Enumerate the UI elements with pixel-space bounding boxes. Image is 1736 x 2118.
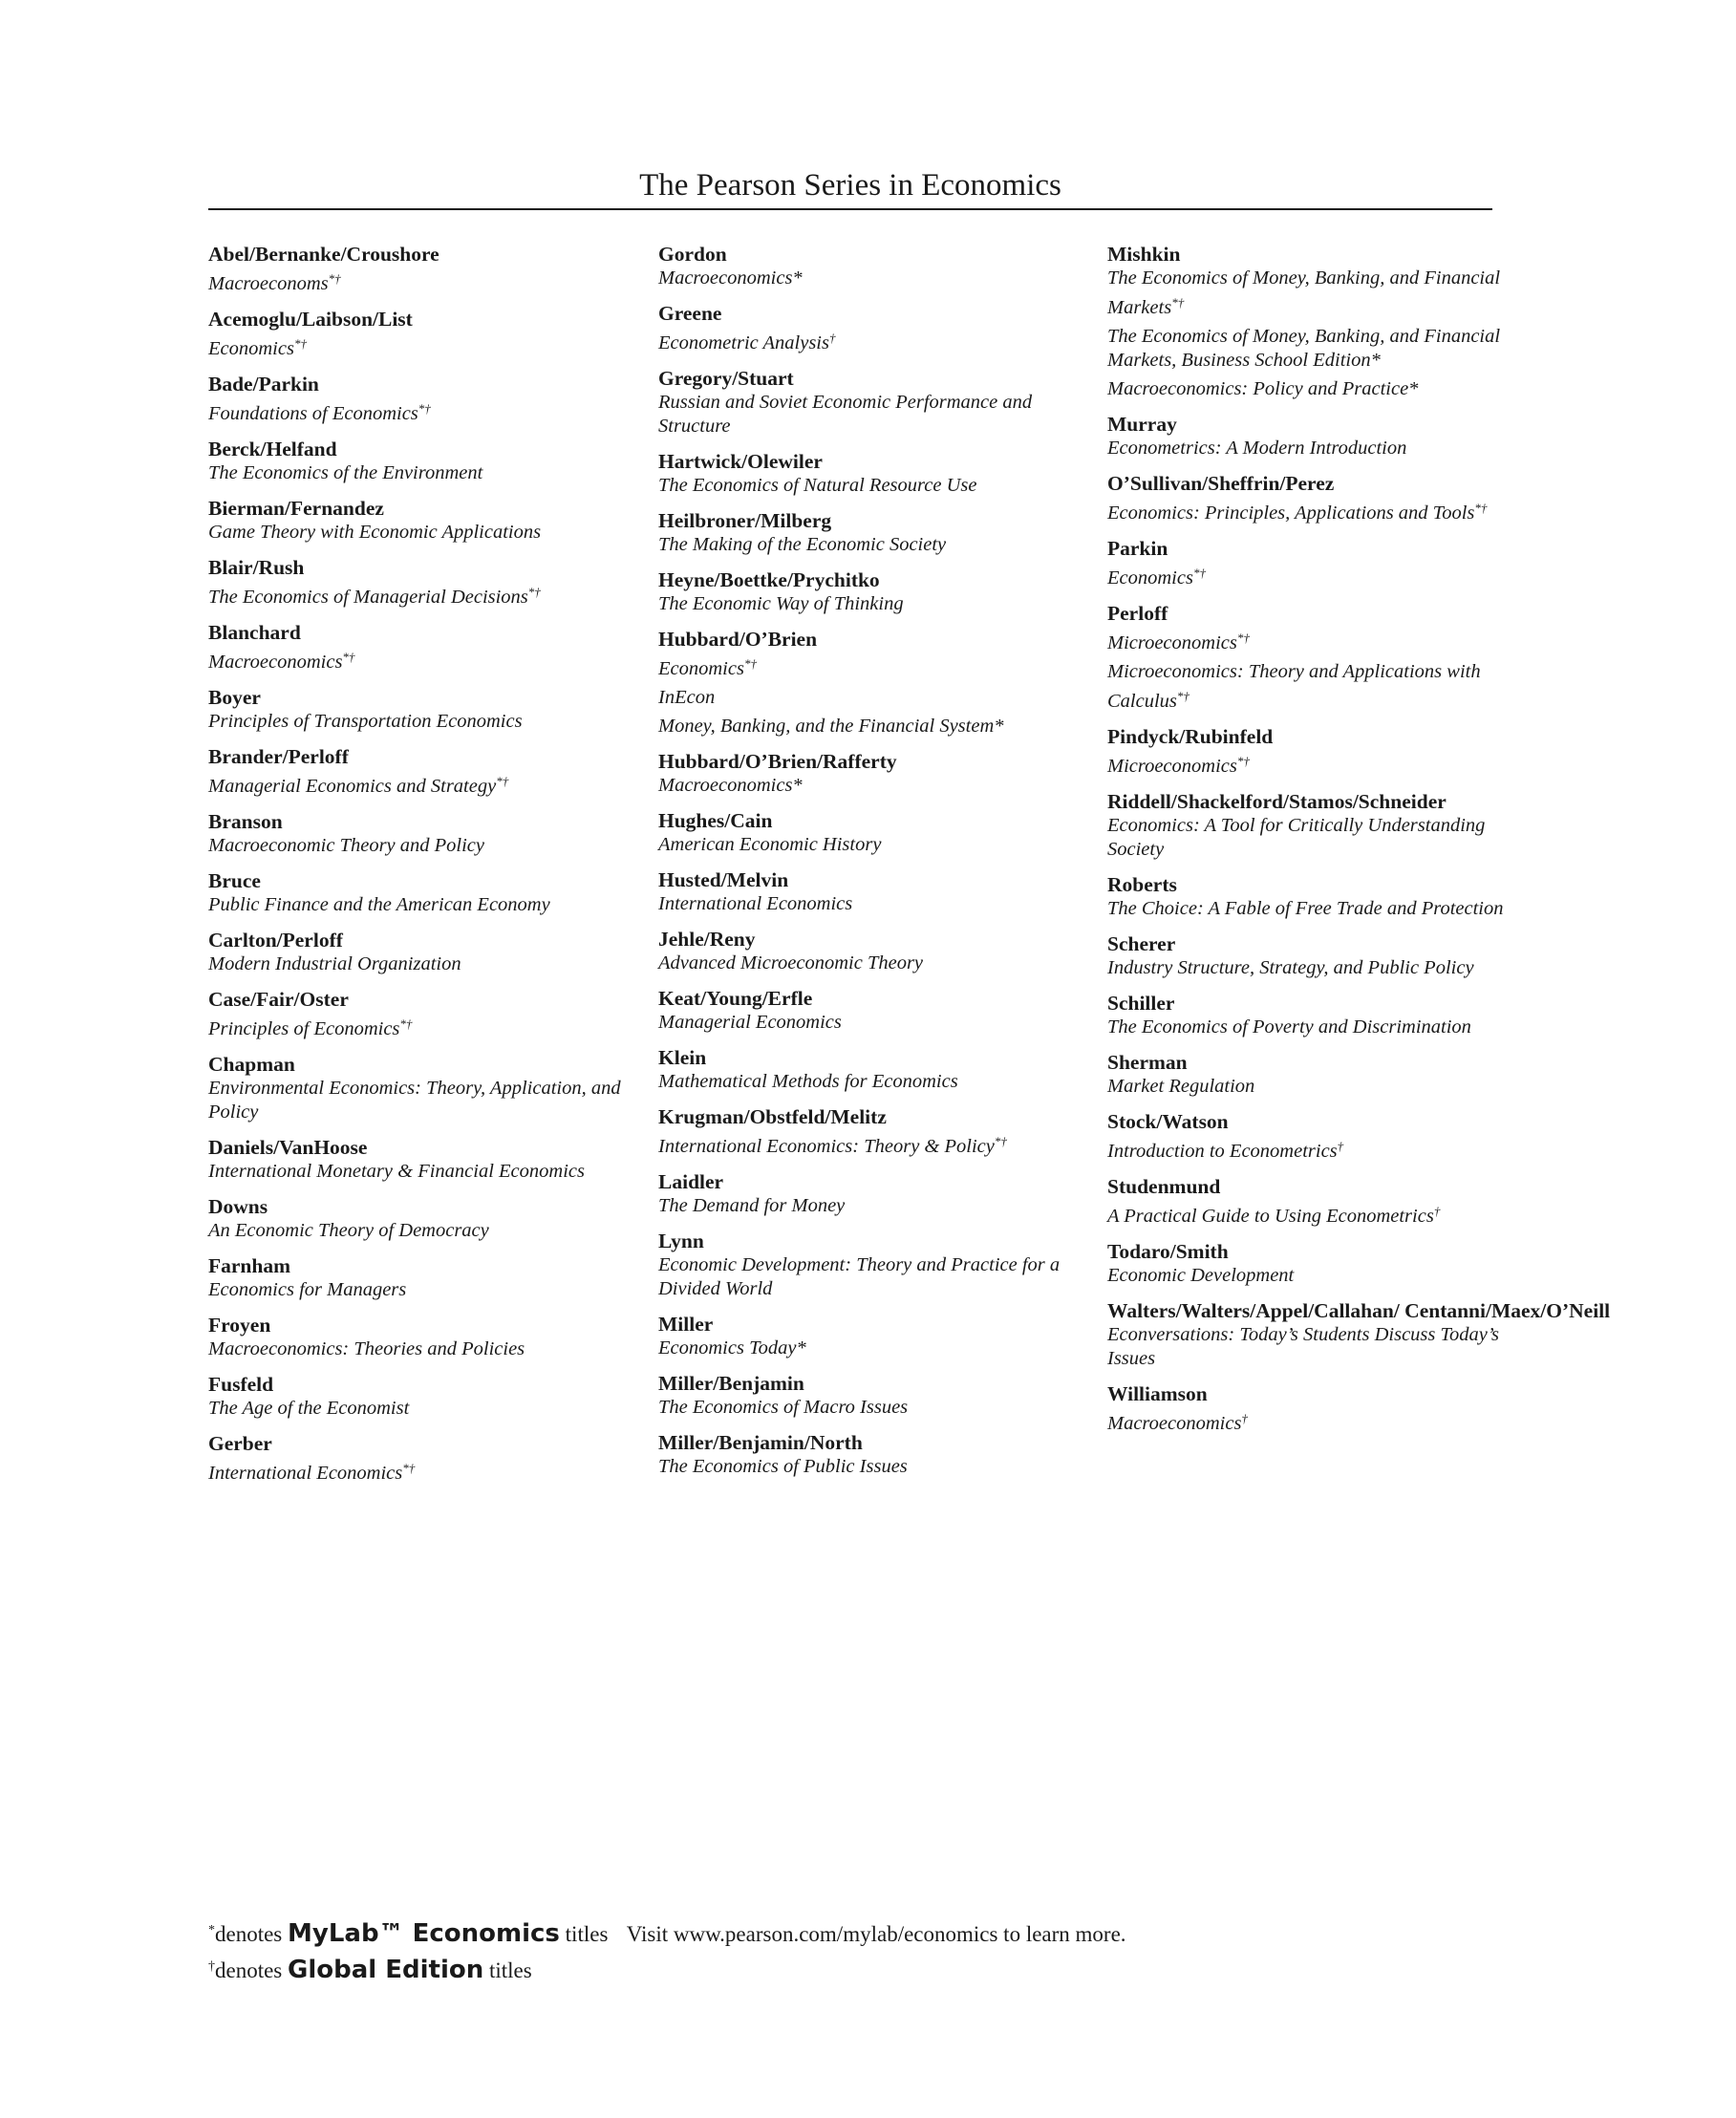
author-name: Williamson <box>1107 1382 1208 1405</box>
book-title-text: Economic Development <box>1107 1265 1295 1286</box>
edition-marks: *† <box>328 271 341 286</box>
book-title-text: Foundations of Economics <box>208 403 418 424</box>
series-entry <box>1107 872 1509 921</box>
book-title-text: Macroeconoms <box>208 273 329 294</box>
book-title <box>208 396 629 426</box>
series-entry <box>658 986 1079 1035</box>
author-name: Lynn <box>658 1230 704 1252</box>
book-title <box>208 580 629 610</box>
book-title-text: The Economics of the Environment <box>208 462 483 483</box>
book-title-text: The Economics of Money, Banking, and Financial Markets <box>1107 267 1501 318</box>
author-name: Brander/Perloff <box>208 745 349 768</box>
author-name: Riddell/Shackelford/Stamos/Schneider <box>1107 790 1447 813</box>
book-title-text: The Making of the Economic Society <box>658 534 947 555</box>
book-title-text: The Economics of Poverty and Discrimination <box>1107 1016 1471 1038</box>
series-entry <box>208 1313 629 1361</box>
book-title <box>208 1160 629 1184</box>
book-title-text: Environmental Economics: Theory, Application, and Policy <box>208 1078 621 1123</box>
series-entry <box>208 1431 629 1486</box>
author-name: Case/Fair/Oster <box>208 988 349 1011</box>
author-name: Blanchard <box>208 621 301 644</box>
book-title-text: Macroeconomics: Policy and Practice* <box>1107 378 1419 399</box>
author-name: Hartwick/Olewiler <box>658 450 823 473</box>
book-title <box>658 1337 1079 1360</box>
series-entry <box>208 437 629 485</box>
edition-marks: *† <box>1236 754 1250 768</box>
book-title <box>1107 1406 1509 1436</box>
book-title <box>1107 496 1509 525</box>
book-title-text: Economics <box>658 658 744 679</box>
author-name: Greene <box>658 302 722 325</box>
series-column-2 <box>658 242 1079 1489</box>
author-name: Gregory/Stuart <box>658 367 794 390</box>
book-title-text: American Economic History <box>658 834 882 855</box>
author-name: Krugman/Obstfeld/Melitz <box>658 1105 887 1128</box>
series-entry <box>1107 412 1509 460</box>
author-name: Chapman <box>208 1053 295 1076</box>
legend-titles-text: titles <box>489 1958 532 1982</box>
series-entry <box>1107 1298 1611 1371</box>
series-entry <box>1107 536 1509 590</box>
author-name: Schiller <box>1107 992 1175 1015</box>
book-title-text: The Economics of Managerial Decisions <box>208 587 528 608</box>
book-title <box>658 952 1079 975</box>
book-title-text: Macroeconomics* <box>658 775 803 796</box>
series-entry <box>658 1371 1079 1420</box>
author-name: Daniels/VanHoose <box>208 1136 368 1159</box>
visit-mylab-text: Visit www.pearson.com/mylab/economics to learn more. <box>626 1922 1126 1946</box>
book-title <box>208 1012 629 1041</box>
edition-marks: † <box>1241 1411 1248 1425</box>
book-title <box>658 774 1079 798</box>
series-entry <box>208 620 629 674</box>
series-entry <box>658 867 1079 916</box>
author-name: Fusfeld <box>208 1373 274 1396</box>
book-title-text: Econometric Analysis <box>658 332 829 353</box>
book-title-text: Russian and Soviet Economic Performance and Structure <box>658 392 1033 437</box>
book-title <box>1107 814 1509 862</box>
book-title-text: Economics Today* <box>658 1337 806 1359</box>
edition-marks: *† <box>496 774 509 788</box>
book-title <box>1107 561 1509 590</box>
book-title <box>658 326 1079 355</box>
series-entry <box>1107 471 1509 525</box>
book-title-text: Game Theory with Economic Applications <box>208 522 542 543</box>
series-entry <box>658 1104 1079 1159</box>
series-entry <box>658 927 1079 975</box>
edition-marks: *† <box>1236 631 1250 645</box>
book-title <box>208 1456 629 1486</box>
author-name: Gerber <box>208 1432 272 1455</box>
page-title: The Pearson Series in Economics <box>639 168 1061 203</box>
book-title <box>658 1253 1079 1301</box>
author-name: Todaro/Smith <box>1107 1240 1229 1263</box>
book-title <box>1107 1075 1509 1099</box>
author-name: Studenmund <box>1107 1175 1221 1198</box>
book-title-text: International Monetary & Financial Economics <box>208 1161 585 1182</box>
series-entry <box>208 1253 629 1302</box>
author-name: Downs <box>208 1195 268 1218</box>
legend-denotes-text: denotes <box>215 1922 283 1946</box>
series-entry <box>658 449 1079 498</box>
author-name: Hughes/Cain <box>658 809 773 832</box>
author-name: Mishkin <box>1107 243 1181 266</box>
book-title-text: Macroeconomics* <box>658 267 803 289</box>
author-name: Miller/Benjamin <box>658 1372 804 1395</box>
series-entry <box>1107 601 1509 714</box>
book-title <box>1107 267 1509 320</box>
author-name: Klein <box>658 1046 707 1069</box>
series-entry <box>1107 1381 1509 1436</box>
book-title-text: A Practical Guide to Using Econometrics <box>1107 1206 1434 1227</box>
book-title <box>658 1070 1079 1094</box>
series-entry <box>208 1194 629 1243</box>
book-title-text: Mathematical Methods for Economics <box>658 1071 958 1092</box>
series-entry <box>208 987 629 1041</box>
book-title-text: Microeconomics: Theory and Applications with Calculus <box>1107 661 1481 712</box>
book-title <box>208 834 629 858</box>
book-title <box>1107 749 1509 779</box>
legend-titles-text: titles <box>565 1922 609 1946</box>
author-name: Acemoglu/Laibson/List <box>208 308 413 331</box>
author-name: Berck/Helfand <box>208 438 337 460</box>
author-name: Miller <box>658 1313 714 1336</box>
author-name: Hubbard/O’Brien <box>658 628 818 651</box>
book-title-text: Managerial Economics and Strategy <box>208 776 497 797</box>
series-entry <box>208 242 629 296</box>
book-title-text: The Demand for Money <box>658 1195 846 1216</box>
book-title <box>208 521 629 545</box>
book-title-text: The Age of the Economist <box>208 1398 410 1419</box>
author-name: Sherman <box>1107 1051 1188 1074</box>
book-title-text: Economic Development: Theory and Practice for a Divided World <box>658 1254 1061 1299</box>
dagger-symbol: † <box>208 1959 215 1974</box>
author-name: Walters/Walters/Appel/Callahan/ Centanni/Maex/O’Neill <box>1107 1299 1611 1322</box>
book-title <box>1107 1199 1509 1229</box>
series-entry <box>658 808 1079 857</box>
series-entry <box>658 301 1079 355</box>
author-name: Keat/Young/Erfle <box>658 987 813 1010</box>
book-title-text: The Economic Way of Thinking <box>658 593 904 614</box>
series-entry <box>658 1169 1079 1218</box>
book-title-text: An Economic Theory of Democracy <box>208 1220 489 1241</box>
series-entry <box>208 372 629 426</box>
book-title-text: The Economics of Macro Issues <box>658 1397 909 1418</box>
book-title <box>208 769 629 799</box>
series-entry <box>1107 1109 1509 1164</box>
book-title-text: Modern Industrial Organization <box>208 953 461 974</box>
book-title <box>208 1077 629 1124</box>
book-title-text: Econversations: Today’s Students Discuss Today’s Issues <box>1107 1324 1500 1369</box>
book-title <box>208 1337 629 1361</box>
book-title <box>208 952 629 976</box>
series-column-1 <box>208 242 629 1496</box>
book-title-text: The Economics of Money, Banking, and Financial Markets, Business School Edition* <box>1107 326 1501 371</box>
legend-global-edition-line <box>208 1951 1126 1987</box>
book-title-text: International Economics: Theory & Policy <box>658 1136 995 1157</box>
series-entry <box>1107 724 1509 779</box>
book-title-text: Advanced Microeconomic Theory <box>658 952 924 973</box>
series-entry <box>658 366 1079 439</box>
book-title-text: Economics <box>208 338 294 359</box>
book-title <box>1107 377 1509 401</box>
series-entry <box>208 555 629 610</box>
book-title <box>1107 437 1509 460</box>
book-title-text: Macroeconomics <box>1107 1413 1242 1434</box>
series-entry <box>658 749 1079 798</box>
series-entry <box>1107 789 1509 862</box>
edition-marks: *† <box>1176 689 1189 703</box>
series-entry <box>658 567 1079 616</box>
author-name: Laidler <box>658 1170 724 1193</box>
book-title-text: Microeconomics <box>1107 756 1237 777</box>
author-name: Perloff <box>1107 602 1168 625</box>
book-title <box>658 1011 1079 1035</box>
author-name: Bierman/Fernandez <box>208 497 384 520</box>
edition-marks: † <box>828 331 836 345</box>
edition-marks: † <box>1433 1204 1441 1218</box>
book-title-text: Microeconomics <box>1107 632 1237 653</box>
author-name: Jehle/Reny <box>658 928 756 951</box>
book-title-text: Macroeconomic Theory and Policy <box>208 835 485 856</box>
book-title-text: Macroeconomics: Theories and Policies <box>208 1338 525 1359</box>
series-entry <box>208 1135 629 1184</box>
book-title <box>1107 897 1509 921</box>
author-name: Scherer <box>1107 932 1176 955</box>
title-divider <box>208 208 1492 210</box>
series-entry <box>658 627 1079 738</box>
book-title <box>658 1455 1079 1479</box>
book-title <box>1107 1323 1509 1371</box>
book-title <box>1107 1264 1509 1288</box>
book-title-text: Economics: Principles, Applications and Tools <box>1107 503 1475 524</box>
book-title <box>208 332 629 361</box>
author-name: Bade/Parkin <box>208 373 319 396</box>
author-name: Branson <box>208 810 283 833</box>
series-entry <box>208 744 629 799</box>
author-name: Roberts <box>1107 873 1177 896</box>
asterisk-symbol: * <box>208 1923 215 1937</box>
book-title <box>658 1396 1079 1420</box>
book-title-text: Public Finance and the American Economy <box>208 894 550 915</box>
book-title-text: Industry Structure, Strategy, and Public Policy <box>1107 957 1474 978</box>
book-title <box>658 892 1079 916</box>
book-title-text: Money, Banking, and the Financial System* <box>658 716 1004 737</box>
book-title-text: Principles of Transportation Economics <box>208 711 523 732</box>
author-name: Gordon <box>658 243 727 266</box>
book-title-text: The Choice: A Fable of Free Trade and Protection <box>1107 898 1504 919</box>
series-entry <box>1107 991 1509 1039</box>
book-title <box>658 715 1079 738</box>
book-title-text: Economics <box>1107 567 1193 588</box>
series-entry <box>658 508 1079 557</box>
series-entry <box>208 868 629 917</box>
book-title <box>658 1194 1079 1218</box>
series-entry <box>658 1045 1079 1094</box>
book-title <box>208 1397 629 1421</box>
author-name: Heilbroner/Milberg <box>658 509 832 532</box>
legend-mylab-line <box>208 1915 1126 1951</box>
book-title <box>658 833 1079 857</box>
edition-marks: *† <box>1474 501 1488 515</box>
series-entry <box>208 307 629 361</box>
book-title <box>208 645 629 674</box>
edition-marks: *† <box>293 336 307 351</box>
global-edition-brand: Global Edition <box>288 1956 484 1984</box>
series-entry <box>1107 1174 1509 1229</box>
author-name: Parkin <box>1107 537 1168 560</box>
book-title-text: InEcon <box>658 687 716 708</box>
author-name: Miller/Benjamin/North <box>658 1431 863 1454</box>
legend-footer <box>208 1915 1126 1987</box>
author-name: Heyne/Boettke/Prychitko <box>658 568 880 591</box>
series-entry <box>1107 242 1509 401</box>
book-title <box>208 267 629 296</box>
author-name: Murray <box>1107 413 1177 436</box>
book-title <box>658 533 1079 557</box>
author-name: Froyen <box>208 1314 271 1337</box>
author-name: Stock/Watson <box>1107 1110 1229 1133</box>
book-title-text: Market Regulation <box>1107 1076 1255 1097</box>
legend-denotes-text: denotes <box>215 1958 283 1982</box>
book-title-text: Introduction to Econometrics <box>1107 1141 1338 1162</box>
series-column-3 <box>1107 242 1611 1446</box>
author-name: Farnham <box>208 1254 290 1277</box>
series-entry <box>1107 931 1509 980</box>
author-name: Pindyck/Rubinfeld <box>1107 725 1274 748</box>
series-entry <box>1107 1239 1509 1288</box>
book-title-text: Economics: A Tool for Critically Understanding Society <box>1107 815 1486 860</box>
edition-marks: *† <box>743 656 757 671</box>
series-entry <box>208 496 629 545</box>
book-title-text: Econometrics: A Modern Introduction <box>1107 438 1407 459</box>
edition-marks: *† <box>1192 566 1206 580</box>
series-entry <box>658 1312 1079 1360</box>
author-name: Hubbard/O’Brien/Rafferty <box>658 750 897 773</box>
book-title <box>1107 1134 1509 1164</box>
edition-marks: *† <box>527 585 541 599</box>
author-name: Blair/Rush <box>208 556 305 579</box>
series-entry <box>208 1372 629 1421</box>
book-title <box>658 267 1079 290</box>
series-entry <box>208 809 629 858</box>
book-title <box>208 710 629 734</box>
book-title <box>658 686 1079 710</box>
book-title <box>658 391 1079 439</box>
edition-marks: *† <box>342 650 355 664</box>
edition-marks: *† <box>994 1134 1007 1148</box>
book-title-text: Macroeconomics <box>208 652 343 673</box>
mylab-economics-brand: MyLab™ Economics <box>288 1919 560 1948</box>
author-name: Boyer <box>208 686 261 709</box>
series-entry <box>208 1052 629 1124</box>
book-title-text: International Economics <box>658 893 853 914</box>
book-title-text: Principles of Economics <box>208 1018 400 1039</box>
book-title <box>658 474 1079 498</box>
author-name: O’Sullivan/Sheffrin/Perez <box>1107 472 1335 495</box>
book-title <box>1107 325 1509 373</box>
book-title <box>1107 1016 1509 1039</box>
author-name: Abel/Bernanke/Croushore <box>208 243 439 266</box>
book-title <box>658 652 1079 681</box>
book-title <box>658 592 1079 616</box>
book-title-text: International Economics <box>208 1463 403 1484</box>
book-title <box>208 1219 629 1243</box>
series-entry <box>208 685 629 734</box>
book-title <box>208 1278 629 1302</box>
edition-marks: *† <box>418 401 431 416</box>
series-entry <box>208 928 629 976</box>
author-name: Husted/Melvin <box>658 868 789 891</box>
book-title-text: The Economics of Public Issues <box>658 1456 908 1477</box>
series-entry <box>658 1229 1079 1301</box>
series-entry <box>658 1430 1079 1479</box>
book-title-text: The Economics of Natural Resource Use <box>658 475 977 496</box>
book-title-text: Managerial Economics <box>658 1012 842 1033</box>
series-entry <box>658 242 1079 290</box>
author-name: Carlton/Perloff <box>208 929 343 952</box>
series-entry <box>1107 1050 1509 1099</box>
book-title <box>1107 626 1509 655</box>
author-name: Bruce <box>208 869 261 892</box>
edition-marks: † <box>1337 1139 1344 1153</box>
edition-marks: *† <box>1171 295 1185 310</box>
book-title <box>208 893 629 917</box>
edition-marks: *† <box>399 1016 413 1031</box>
edition-marks: *† <box>402 1461 416 1475</box>
book-title <box>1107 660 1509 714</box>
book-title-text: Economics for Managers <box>208 1279 407 1300</box>
book-title <box>658 1129 1079 1159</box>
book-title <box>208 461 629 485</box>
book-title <box>1107 956 1509 980</box>
